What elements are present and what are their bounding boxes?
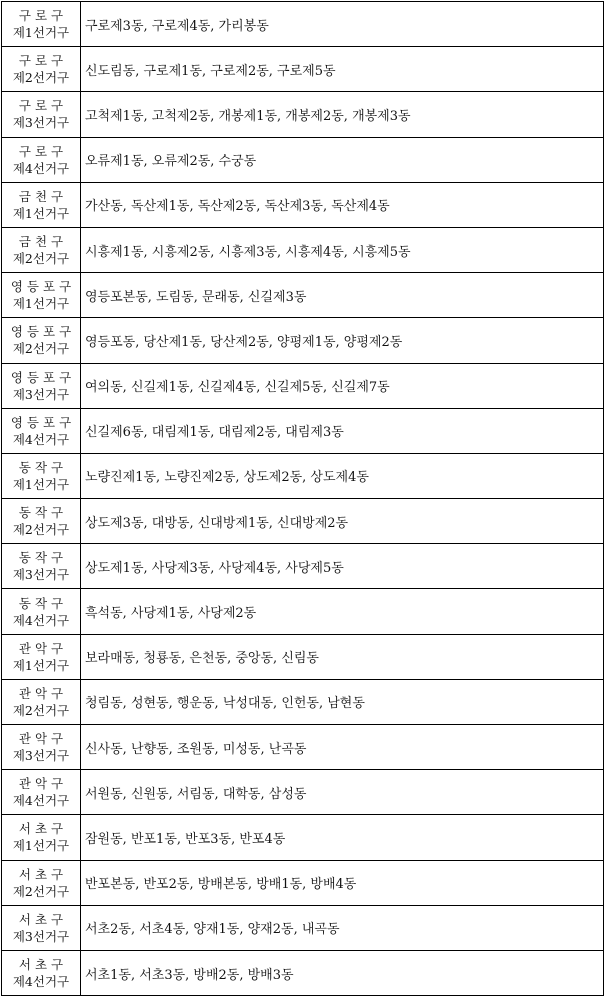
district-cell [2,544,81,589]
gu-name: 영등포구 [10,279,76,295]
table-row [2,2,604,47]
constituency-name: 제4선거구 [12,974,70,990]
district-table [1,1,604,996]
constituency-name: 제1선거구 [12,476,70,492]
district-cell [2,770,81,815]
dong-list: 보라매동, 청룡동, 은천동, 중앙동, 신림동 [81,634,604,679]
table-row [2,725,604,770]
dong-list: 상도제1동, 사당제3동, 사당제4동, 사당제5동 [81,544,604,589]
table-row [2,815,604,860]
dong-list: 흑석동, 사당제1동, 사당제2동 [81,589,604,634]
district-cell [2,860,81,905]
district-cell [2,905,81,950]
constituency-name: 제4선거구 [12,431,70,447]
constituency-name: 제3선거구 [12,115,70,131]
gu-name: 서초구 [18,911,68,927]
district-cell [2,92,81,137]
constituency-name: 제4선거구 [12,612,70,628]
constituency-name: 제1선거구 [12,25,70,41]
district-cell [2,2,81,47]
dong-list: 청림동, 성현동, 행운동, 낙성대동, 인헌동, 남현동 [81,679,604,724]
gu-name: 영등포구 [10,369,76,385]
district-cell [2,47,81,92]
dong-list: 영등포본동, 도림동, 문래동, 신길제3동 [81,273,604,318]
constituency-name: 제2선거구 [12,702,70,718]
gu-name: 관악구 [18,640,68,656]
dong-list: 영등포동, 당산제1동, 당산제2동, 양평제1동, 양평제2동 [81,318,604,363]
table-row [2,634,604,679]
table-row [2,182,604,227]
gu-name: 영등포구 [10,324,76,340]
gu-name: 서초구 [18,957,68,973]
district-cell [2,363,81,408]
gu-name: 서초구 [18,821,68,837]
district-cell [2,499,81,544]
gu-name: 관악구 [18,776,68,792]
constituency-name: 제1선거구 [12,657,70,673]
dong-list: 여의동, 신길제1동, 신길제4동, 신길제5동, 신길제7동 [81,363,604,408]
district-cell [2,634,81,679]
table-row [2,137,604,182]
constituency-name: 제3선거구 [12,567,70,583]
gu-name: 동작구 [18,459,68,475]
district-cell [2,815,81,860]
dong-list: 신도림동, 구로제1동, 구로제2동, 구로제5동 [81,47,604,92]
table-row [2,363,604,408]
district-cell [2,408,81,453]
table-row [2,860,604,905]
dong-list: 상도제3동, 대방동, 신대방제1동, 신대방제2동 [81,499,604,544]
district-cell [2,679,81,724]
gu-name: 서초구 [18,866,68,882]
gu-name: 구로구 [18,8,68,24]
dong-list: 신사동, 난향동, 조원동, 미성동, 난곡동 [81,725,604,770]
constituency-name: 제2선거구 [12,251,70,267]
table-row [2,318,604,363]
dong-list: 노량진제1동, 노량진제2동, 상도제2동, 상도제4동 [81,453,604,498]
table-row [2,589,604,634]
dong-list: 서초1동, 서초3동, 방배2동, 방배3동 [81,950,604,995]
gu-name: 동작구 [18,505,68,521]
district-cell [2,453,81,498]
table-row [2,92,604,137]
dong-list: 신길제6동, 대림제1동, 대림제2동, 대림제3동 [81,408,604,453]
gu-name: 구로구 [18,143,68,159]
district-cell [2,589,81,634]
dong-list: 가산동, 독산제1동, 독산제2동, 독산제3동, 독산제4동 [81,182,604,227]
district-table-body [2,2,604,996]
table-row [2,408,604,453]
constituency-name: 제4선거구 [12,793,70,809]
table-row [2,453,604,498]
constituency-name: 제2선거구 [12,883,70,899]
dong-list: 시흥제1동, 시흥제2동, 시흥제3동, 시흥제4동, 시흥제5동 [81,227,604,272]
constituency-name: 제1선거구 [12,296,70,312]
table-row [2,273,604,318]
constituency-name: 제4선거구 [12,160,70,176]
table-row [2,544,604,589]
dong-list: 반포본동, 반포2동, 방배본동, 방배1동, 방배4동 [81,860,604,905]
constituency-name: 제1선거구 [12,838,70,854]
constituency-name: 제3선거구 [12,928,70,944]
table-row [2,47,604,92]
gu-name: 동작구 [18,595,68,611]
gu-name: 관악구 [18,685,68,701]
district-cell [2,273,81,318]
district-cell [2,950,81,995]
constituency-name: 제3선거구 [12,748,70,764]
gu-name: 구로구 [18,98,68,114]
constituency-name: 제3선거구 [12,386,70,402]
gu-name: 구로구 [18,53,68,69]
constituency-name: 제2선거구 [12,522,70,538]
district-cell [2,318,81,363]
dong-list: 잠원동, 반포1동, 반포3동, 반포4동 [81,815,604,860]
table-row [2,770,604,815]
gu-name: 금천구 [18,234,68,250]
constituency-name: 제1선거구 [12,205,70,221]
gu-name: 금천구 [18,188,68,204]
district-cell [2,725,81,770]
table-row [2,905,604,950]
district-cell [2,227,81,272]
table-row [2,679,604,724]
gu-name: 동작구 [18,550,68,566]
dong-list: 오류제1동, 오류제2동, 수궁동 [81,137,604,182]
dong-list: 고척제1동, 고척제2동, 개봉제1동, 개봉제2동, 개봉제3동 [81,92,604,137]
gu-name: 관악구 [18,731,68,747]
district-cell [2,137,81,182]
gu-name: 영등포구 [10,414,76,430]
dong-list: 구로제3동, 구로제4동, 가리봉동 [81,2,604,47]
table-row [2,950,604,995]
table-row [2,227,604,272]
dong-list: 서초2동, 서초4동, 양재1동, 양재2동, 내곡동 [81,905,604,950]
constituency-name: 제2선거구 [12,341,70,357]
district-cell [2,182,81,227]
dong-list: 서원동, 신원동, 서림동, 대학동, 삼성동 [81,770,604,815]
table-row [2,499,604,544]
constituency-name: 제2선거구 [12,70,70,86]
